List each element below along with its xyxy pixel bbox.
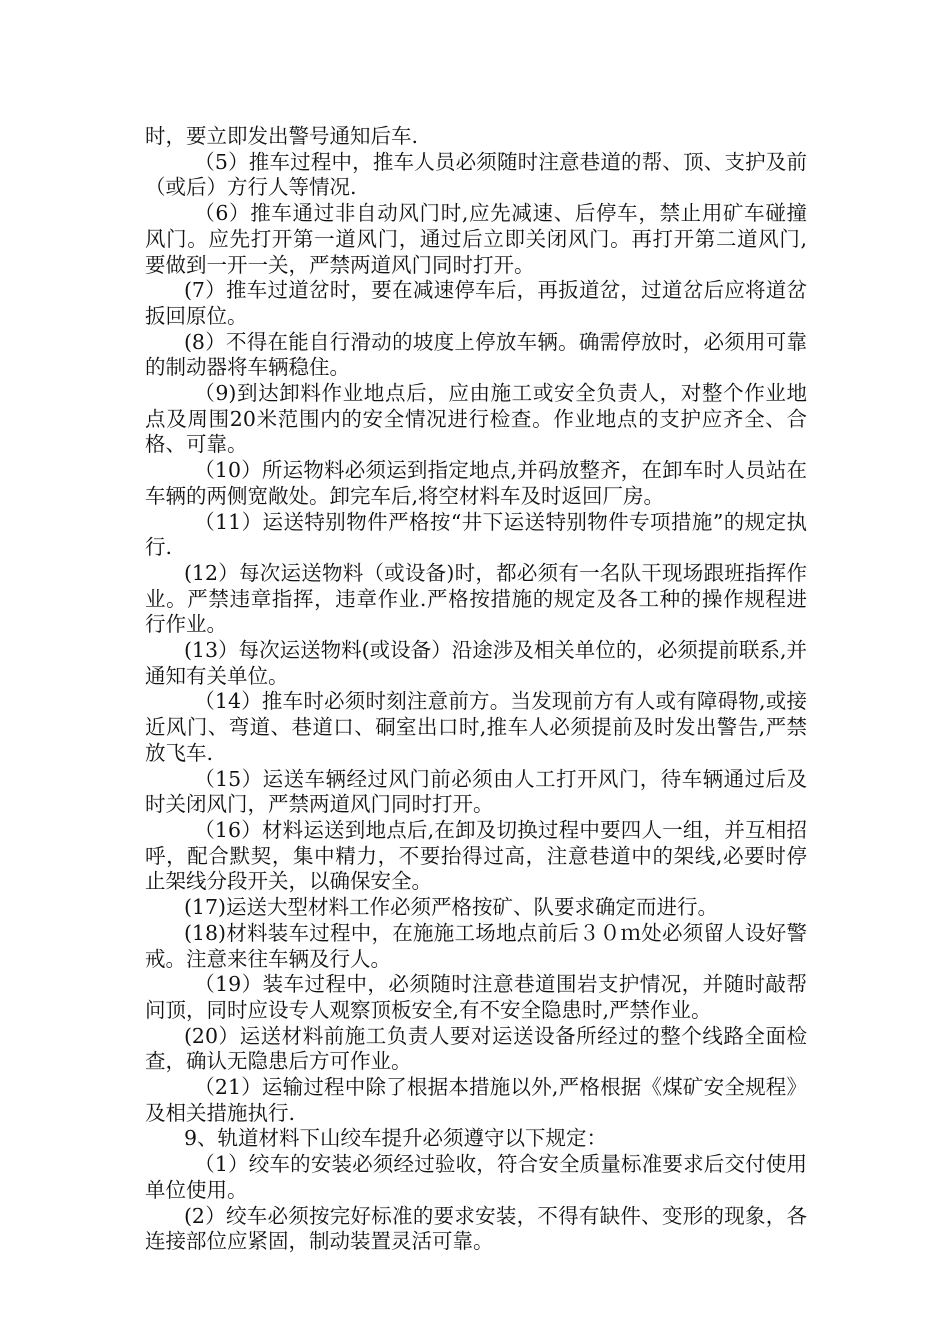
paragraph: （19）装车过程中，必须随时注意巷道围岩支护情况，并随时敲帮问顶，同时应设专人观察顶板安全,有不安全隐患时,严禁作业。 (145, 972, 807, 1022)
paragraph: （1）绞车的安装必须经过验收，符合安全质量标准要求后交付使用单位使用。 (145, 1152, 807, 1202)
paragraph: （14）推车时必须时刻注意前方。当发现前方有人或有障碍物,或接近风门、弯道、巷道口、硐室出口时,推车人必须提前及时发出警告,严禁放飞车. (145, 689, 807, 765)
paragraph: （6）推车通过非自动风门时,应先减速、后停车，禁止用矿车碰撞风门。应先打开第一道风门，通过后立即关闭风门。再打开第二道风门,要做到一开一关，严禁两道风门同时打开。 (145, 201, 807, 277)
paragraph: (8）不得在能自行滑动的坡度上停放车辆。确需停放时，必须用可靠的制动器将车辆稳住。 (145, 329, 807, 380)
paragraph: 9、轨道材料下山绞车提升必须遵守以下规定： (183, 1126, 607, 1151)
paragraph: (12）每次运送物料（或设备)时，都必须有一名队干现场跟班指挥作业。严禁违章指挥，违章作业.严格按措施的规定及各工种的操作规程进行作业。 (145, 560, 807, 637)
paragraph: (13）每次运送物料(或设备）沿途涉及相关单位的，必须提前联系,并通知有关单位。 (145, 638, 807, 688)
paragraph: （9)到达卸料作业地点后，应由施工或安全负责人，对整个作业地点及周围20米范围内的安全情况进行检查。作业地点的支护应齐全、合格、可靠。 (145, 381, 807, 457)
paragraph: （15）运送车辆经过风门前必须由人工打开风门，待车辆通过后及时关闭风门，严禁两道风门同时打开。 (145, 766, 807, 817)
paragraph: (18)材料装车过程中，在施施工场地点前后３０ｍ处必须留人设好警戒。注意来往车辆及行人。 (145, 920, 807, 971)
paragraph: 时，要立即发出警号通知后车. (145, 124, 419, 148)
paragraph: (17)运送大型材料工作必须严格按矿、队要求确定而进行。 (183, 895, 719, 920)
paragraph: （5）推车过程中，推车人员必须随时注意巷道的帮、顶、支护及前（或后）方行人等情况. (145, 149, 807, 200)
paragraph: （11）运送特别物件严格按“井下运送特别物件专项措施”的规定执行. (145, 509, 807, 560)
paragraph: (20）运送材料前施工负责人要对运送设备所经过的整个线路全面检查，确认无隐患后方可作业。 (145, 1023, 807, 1074)
paragraph: （21）运输过程中除了根据本措施以外,严格根据《煤矿安全规程》及相关措施执行. (145, 1075, 807, 1125)
paragraph: (2）绞车必须按完好标准的要求安装，不得有缺件、变形的现象，各连接部位应紧固，制动装置灵活可靠。 (145, 1203, 807, 1254)
paragraph: （16）材料运送到地点后,在卸及切换过程中要四人一组，并互相招呼，配合默契，集中精力，不要抬得过高，注意巷道中的架线,必要时停止架线分段开关，以确保安全。 (145, 817, 807, 894)
paragraph: (7）推车过道岔时，要在减速停车后，再扳道岔，过道岔后应将道岔扳回原位。 (145, 278, 807, 328)
document-body (145, 124, 807, 1255)
paragraph: （10）所运物料必须运到指定地点,并码放整齐，在卸车时人员站在车辆的两侧宽敞处。卸完车后,将空材料车及时返回厂房。 (145, 458, 807, 508)
